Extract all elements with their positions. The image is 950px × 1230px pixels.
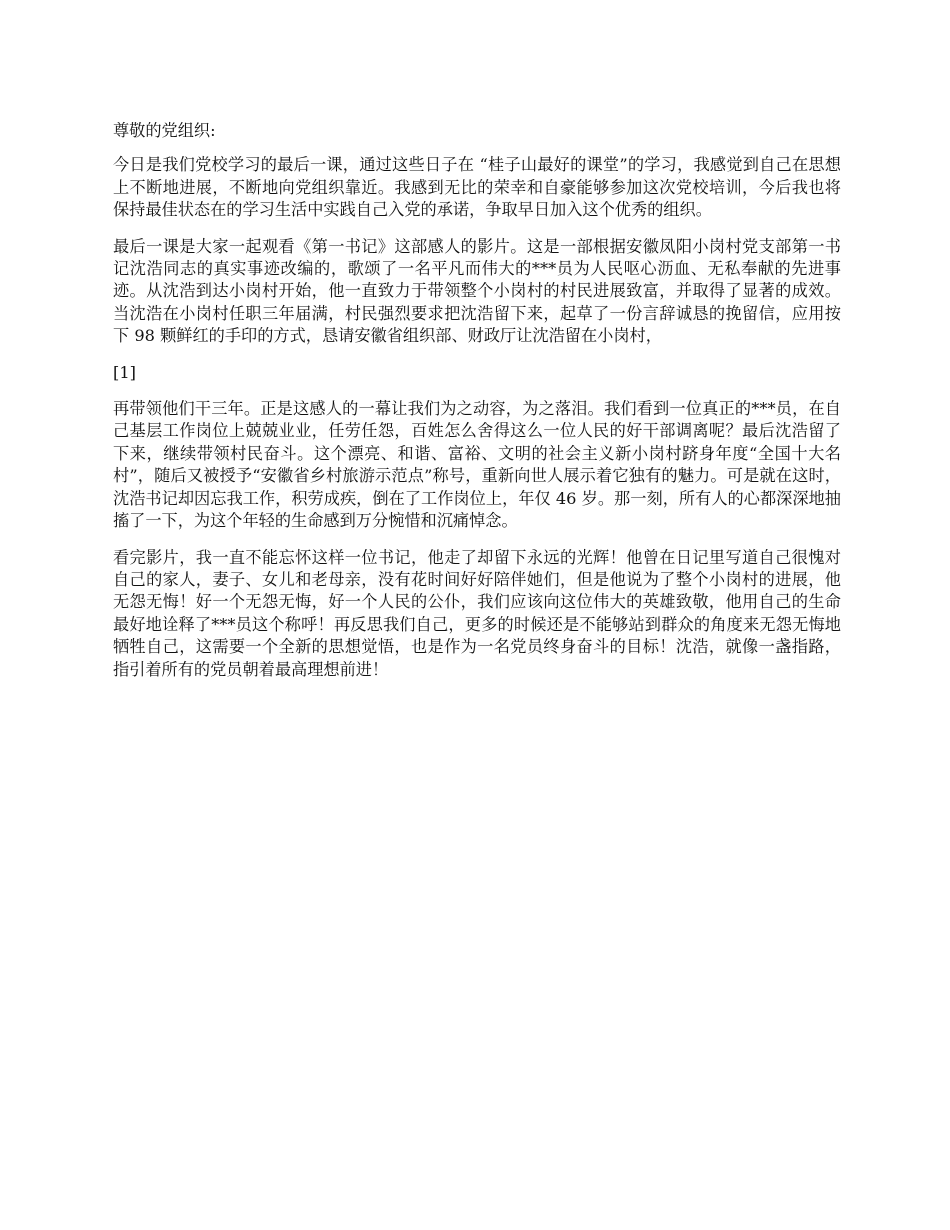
- paragraph-reflection: 看完影片，我一直不能忘怀这样一位书记，他走了却留下永远的光辉！他曾在日记里写道自己很愧对自己的家人，妻子、女儿和老母亲，没有花时间好好陪伴她们，但是他说为了整个小岗村的进展，他无怨无悔！好一个无怨无悔，好一个人民的公仆，我们应该向这位伟大的英雄致敬，他用自己的生命最好地诠释了***员这个称呼！再反思我们自己，更多的时候还是不能够站到群众的角度来无怨无悔地牺牲自己，这需要一个全新的思想觉悟，也是作为一名党员终身奋斗的目标！沈浩，就像一盏指路，指引着所有的党员朝着最高理想前进！: [113, 547, 841, 679]
- paragraph-intro: 今日是我们党校学习的最后一课，通过这些日子在 “桂子山最好的课堂”的学习，我感觉到自己在思想上不断地进展，不断地向党组织靠近。我感到无比的荣幸和自豪能够参加这次党校培训，今后我也将保持最佳状态在的学习生活中实践自己入党的承诺，争取早日加入这个优秀的组织。: [113, 155, 841, 220]
- salutation: 尊敬的党组织:: [113, 121, 216, 140]
- reference-marker: [1]: [113, 362, 136, 382]
- document-body: [113, 120, 841, 695]
- paragraph-film-continued: 再带领他们干三年。正是这感人的一幕让我们为之动容，为之落泪。我们看到一位真正的***员，在自己基层工作岗位上兢兢业业，任劳任怨，百姓怎么舍得这么一位人民的好干部调离呢？最后沈浩留了下来，继续带领村民奋斗。这个漂亮、和谐、富裕、文明的社会主义新小岗村跻身年度“全国十大名村”，随后又被授予“安徽省乡村旅游示范点”称号，重新向世人展示着它独有的魅力。可是就在这时，沈浩书记却因忘我工作，积劳成疾，倒在了工作岗位上，年仅 46 岁。那一刻，所有人的心都深深地抽搐了一下，为这个年轻的生命感到万分惋惜和沉痛悼念。: [113, 399, 841, 531]
- paragraph-film-story: 最后一课是大家一起观看《第一书记》这部感人的影片。这是一部根据安徽凤阳小岗村党支部第一书记沈浩同志的真实事迹改编的，歌颂了一名平凡而伟大的***员为人民呕心沥血、无私奉献的先进事迹。从沈浩到达小岗村开始，他一直致力于带领整个小岗村的村民进展致富，并取得了显著的成效。当沈浩在小岗村任职三年届满，村民强烈要求把沈浩留下来，起草了一份言辞诚恳的挽留信，应用按下 98 颗鲜红的手印的方式，恳请安徽省组织部、财政厅让沈浩留在小岗村，: [113, 236, 841, 346]
